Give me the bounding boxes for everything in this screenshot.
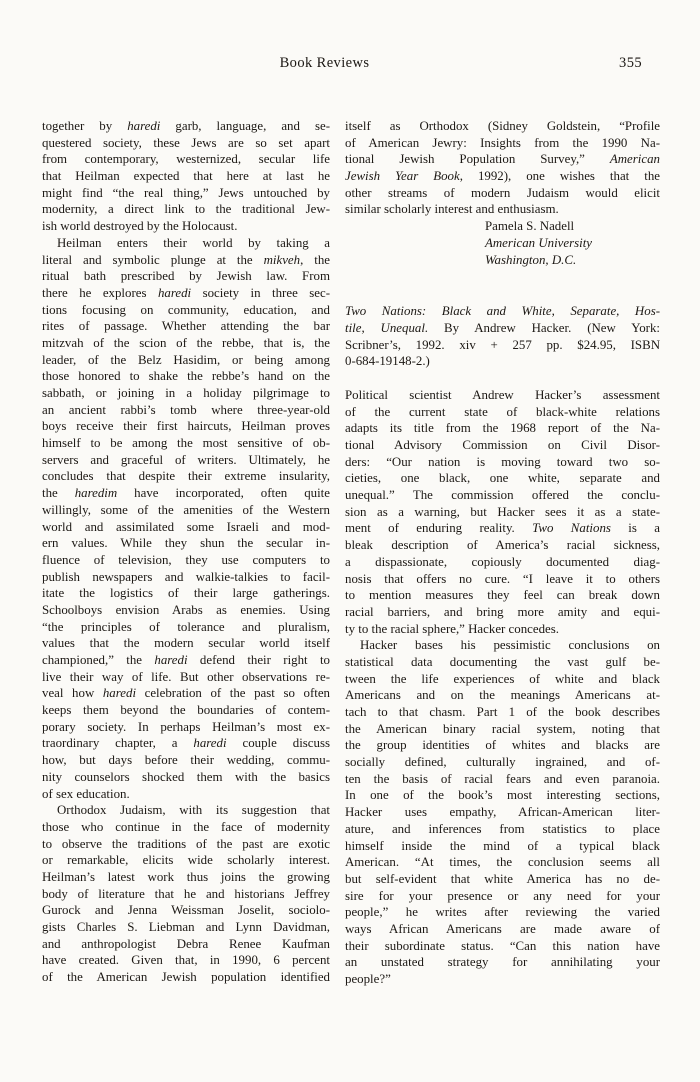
text-line: 0-684-19148-2.) xyxy=(345,354,430,369)
text-line: veal how haredi celebration of the past so often xyxy=(42,686,330,701)
two-column-body xyxy=(42,118,660,988)
text-line: Political scientist Andrew Hacker’s assessment xyxy=(345,387,660,402)
text-line: statistical data documenting the vast gulf be- xyxy=(345,654,660,669)
text-line: a dispassionate, copiously documented diag- xyxy=(345,554,660,569)
text-line: Americans and on the meanings Americans at- xyxy=(345,688,660,703)
text-line: and anthropologist Debra Renee Kaufman xyxy=(42,936,330,951)
text-line: ty to the racial sphere,” Hacker concedes. xyxy=(345,621,560,636)
text-line: similar scholarly interest and enthusiasm. xyxy=(345,202,559,217)
text-line: tional Jewish Population Survey,” American xyxy=(345,152,660,167)
header-title: Book Reviews xyxy=(279,55,370,71)
text-line: to mention measures they feel can break down xyxy=(345,588,660,603)
text-line: have created. Given that, in 1990, 6 percent xyxy=(42,953,330,968)
text-line: willingly, some of the amenities of the Western xyxy=(42,502,330,517)
paragraph xyxy=(345,387,660,637)
text-line: Orthodox Judaism, with its suggestion that xyxy=(57,803,330,818)
text-line: Two Nations: Black and White, Separate, Hos- xyxy=(345,304,660,319)
text-line: there he explores haredi society in three sec- xyxy=(42,285,330,300)
text-line: American. “At times, the conclusion seems all xyxy=(345,855,660,870)
text-line: world and assimilated some Israeli and mod- xyxy=(42,519,330,534)
text-line: body of literature that he and historians Jeffrey xyxy=(42,886,330,901)
text-line: championed,” the haredi defend their right to xyxy=(42,653,330,667)
text-line: the haredim have incorporated, often quite xyxy=(42,486,330,501)
text-line: tional Advisory Commission on Civil Disor- xyxy=(345,438,660,452)
text-line: of sex education. xyxy=(42,786,130,801)
text-line: unequal.” The commission offered the conclu- xyxy=(345,488,660,503)
text-line: those who continue in the face of modernity xyxy=(42,819,330,834)
text-line: mitzvah of the scion of the rebbe, that is, the xyxy=(42,335,330,350)
text-line: from contemporary, westernized, secular life xyxy=(42,152,330,167)
text-line: Hacker bases his pessimistic conclusions on xyxy=(360,638,660,653)
text-line: Pamela S. Nadell xyxy=(485,219,575,234)
text-line: Washington, D.C. xyxy=(485,252,577,267)
text-line: ern values. While they shun the secular in- xyxy=(42,536,330,551)
text-line: that Heilman expected that here at last he xyxy=(42,169,330,184)
text-line: bleak description of America’s racial sickness, xyxy=(345,538,660,553)
text-line: might find “the real thing,” Jews untouched by xyxy=(42,185,330,200)
text-line: sabbath, or joining in a holiday pilgrimage to xyxy=(42,386,330,400)
text-line: an ancient rabbi’s tomb where three-year-old xyxy=(42,402,330,417)
text-line: “the principles of tolerance and pluralism, xyxy=(42,619,330,634)
text-line: the American binary racial system, noting that xyxy=(345,721,660,736)
text-line: the group identities of whites and blacks are xyxy=(345,738,660,753)
left-column xyxy=(42,118,330,988)
text-line: together by haredi garb, language, and se- xyxy=(42,119,330,133)
paragraph xyxy=(42,118,330,235)
text-line: sion as a warning, but Hacker sees it as a state- xyxy=(345,504,660,519)
text-line: traordinary chapter, a haredi couple discuss xyxy=(42,736,330,751)
text-line: values that the modern secular world itself xyxy=(42,636,330,651)
text-line: to observe the traditions of the past are exotic xyxy=(42,836,330,851)
text-line: gists Charles S. Liebman and Lynn Davidman, xyxy=(42,920,330,934)
text-line: people,” he writes after reviewing the varied xyxy=(345,905,660,920)
text-line: publish newspapers and walkie-talkies to facil- xyxy=(42,569,330,584)
text-line: cieties, one black, one white, separate and xyxy=(345,471,660,486)
paragraph xyxy=(345,118,660,218)
text-line: tile, Unequal. By Andrew Hacker. (New York: xyxy=(345,320,660,335)
text-line: itate the logistics of their large gatherings. xyxy=(42,586,330,601)
text-line: their subordinate status. “Can this nation have xyxy=(345,938,660,953)
page-number: 355 xyxy=(619,55,642,71)
text-line: Jewish Year Book, 1992), one wishes that the xyxy=(345,169,660,184)
text-line: Heilman enters their world by taking a xyxy=(57,235,330,250)
text-line: ish world destroyed by the Holocaust. xyxy=(42,219,238,234)
text-line: ature, and inferences from statistics to place xyxy=(345,821,660,836)
text-line: Hacker uses empathy, African-American liter- xyxy=(345,805,660,820)
text-line: ways African Americans are made aware of xyxy=(345,921,660,936)
text-line: concludes that despite their extreme insularity, xyxy=(42,469,330,484)
text-line: Scribner’s, 1992. xiv + 257 pp. $24.95, ISBN xyxy=(345,337,660,352)
right-column xyxy=(345,118,660,988)
text-line: of American Jewry: Insights from the 1990 Na- xyxy=(345,135,660,150)
text-line: or remarkable, elicits wide scholarly interest. xyxy=(42,853,330,868)
paragraph xyxy=(42,802,330,986)
text-line: ment of enduring reality. Two Nations is a xyxy=(345,521,660,536)
text-line: other streams of modern Judaism would elicit xyxy=(345,185,660,200)
text-line: live their way of life. But other observations re- xyxy=(42,669,330,684)
text-line: questered society, these Jews are so set apart xyxy=(42,135,330,150)
text-line: socially defined, culturally ingrained, and of- xyxy=(345,755,660,770)
text-line: leader, of the Belz Hasidim, or being among xyxy=(42,352,330,367)
text-line: servers and graceful of writers. Ultimately, he xyxy=(42,452,330,467)
text-line: racial barriers, and bring more amity and equi- xyxy=(345,604,660,619)
text-line: porary society. In perhaps Heilman’s most ex- xyxy=(42,719,330,734)
text-line: how, but days before their wedding, commu- xyxy=(42,753,330,768)
text-line: boys receive their first haircuts, Heilman proves xyxy=(42,419,330,434)
text-line: American University xyxy=(485,235,593,250)
text-line: of the American Jewish population identified xyxy=(42,970,330,985)
text-line: modernity, a direct link to the traditional Jew- xyxy=(42,202,330,217)
text-line: keeps them beyond the boundaries of contem- xyxy=(42,703,330,718)
text-line: adapts its title from the 1968 report of the Na- xyxy=(345,421,660,436)
text-line: In one of the book’s most interesting sections, xyxy=(345,788,660,803)
text-line: nosis that offers no cure. “I leave it to others xyxy=(345,571,660,586)
text-line: sire for your presence or any need for your xyxy=(345,888,660,903)
text-line: itself as Orthodox (Sidney Goldstein, “Profile xyxy=(345,119,660,133)
header-title-wrap xyxy=(42,55,607,72)
text-line: those honored to shake the rebbe’s hand on the xyxy=(42,369,330,384)
text-line: himself to be among the most sensitive of ob- xyxy=(42,436,330,451)
signature-block xyxy=(345,218,660,268)
text-line: literal and symbolic plunge at the mikveh, the xyxy=(42,252,330,267)
text-line: Gurock and Jenna Weissman Joselit, sociolo- xyxy=(42,903,330,918)
text-line: Schoolboys envision Arabs as enemies. Using xyxy=(42,602,330,617)
text-line: fluence of television, they use computers to xyxy=(42,552,330,567)
text-line: himself inside the mind of a typical black xyxy=(345,838,660,853)
citation-block xyxy=(345,303,660,370)
text-line: an unstated strategy for annihilating your xyxy=(345,955,660,970)
text-line: tach to that chasm. Part 1 of the book describes xyxy=(345,705,660,719)
text-line: people?” xyxy=(345,972,391,986)
text-line: ritual bath prescribed by Jewish law. From xyxy=(42,269,330,284)
text-line: nity counselors shocked them with the basics xyxy=(42,769,330,784)
text-line: but self-evident that white America has no de- xyxy=(345,871,660,886)
text-line: rites of passage. Whether attending the bar xyxy=(42,319,330,334)
text-line: tions focusing on community, education, and xyxy=(42,302,330,317)
text-line: Heilman’s latest work thus joins the growing xyxy=(42,869,330,884)
running-header xyxy=(42,55,662,75)
text-line: tween the life experiences of white and black xyxy=(345,671,660,686)
paragraph xyxy=(42,235,330,802)
text-line: ders: “Our nation is moving toward two so- xyxy=(345,454,660,469)
paragraph xyxy=(345,637,660,987)
text-line: ten the basis of racial fears and even paranoia. xyxy=(345,771,660,786)
text-line: of the current state of black-white relations xyxy=(345,404,660,419)
